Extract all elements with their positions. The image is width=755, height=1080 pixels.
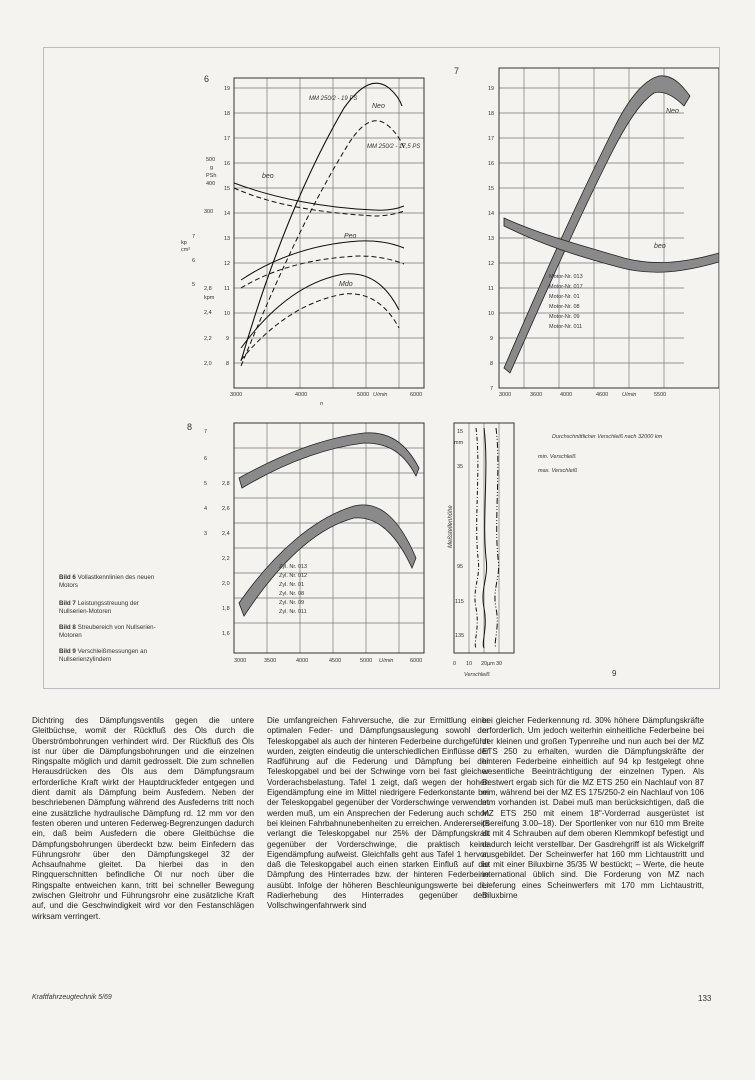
- svg-text:2,4: 2,4: [204, 310, 212, 316]
- svg-text:Zyl. Nr. 012: Zyl. Nr. 012: [279, 573, 308, 579]
- svg-text:18: 18: [224, 111, 231, 117]
- fig7-label-ne: Neo: [666, 108, 679, 115]
- fig6-label-mm1: MM 250/2 - 19 PS: [309, 96, 358, 102]
- svg-text:3600: 3600: [530, 392, 543, 398]
- fig9-chart: [448, 423, 663, 678]
- svg-text:5: 5: [204, 481, 208, 487]
- svg-text:5500: 5500: [654, 392, 667, 398]
- svg-text:cm²: cm²: [181, 247, 191, 253]
- fig9-max-line: [495, 428, 499, 648]
- svg-text:8: 8: [226, 361, 230, 367]
- svg-text:2,8: 2,8: [222, 481, 230, 487]
- svg-text:115: 115: [455, 599, 464, 605]
- fig6-label-md: Mdo: [339, 281, 353, 288]
- svg-text:5: 5: [192, 282, 196, 288]
- svg-text:4: 4: [204, 506, 208, 512]
- svg-text:11: 11: [224, 286, 230, 292]
- svg-text:3000: 3000: [230, 392, 243, 398]
- fig8-legend: [279, 564, 307, 615]
- svg-text:10: 10: [224, 311, 231, 317]
- svg-text:5000: 5000: [357, 392, 370, 398]
- fig9-grid: [469, 423, 499, 653]
- caption-bild7: Bild 7 Leistungsstreuung der Nullserien-Motoren: [59, 600, 139, 615]
- fig9-avg-line: [483, 428, 487, 648]
- fig6-label-be: beo: [262, 173, 274, 180]
- svg-text:6: 6: [204, 456, 208, 462]
- svg-text:10: 10: [488, 311, 495, 317]
- svg-text:g: g: [210, 165, 214, 171]
- fig6-md-dashed: [241, 294, 399, 360]
- svg-text:Zyl. Nr. 08: Zyl. Nr. 08: [279, 591, 305, 597]
- svg-text:19: 19: [224, 86, 231, 92]
- svg-text:1,6: 1,6: [222, 631, 230, 637]
- caption-bild8: Bild 8 Streubereich von Nullserien-Motoren: [59, 624, 156, 639]
- svg-text:4500: 4500: [329, 658, 342, 664]
- svg-text:13: 13: [488, 236, 495, 242]
- svg-text:U/min: U/min: [379, 658, 394, 664]
- fig8-number: 8: [187, 422, 193, 432]
- svg-text:300: 300: [204, 209, 214, 215]
- svg-text:Zyl. Nr. 013: Zyl. Nr. 013: [279, 564, 308, 570]
- svg-text:18: 18: [488, 111, 495, 117]
- fig6-be-dashed: [234, 188, 404, 216]
- svg-text:Motor-Nr. 017: Motor-Nr. 017: [549, 284, 583, 290]
- fig6-grid: [234, 78, 424, 388]
- svg-text:20: 20: [481, 661, 488, 667]
- svg-text:8: 8: [490, 361, 494, 367]
- fig9-number: 9: [612, 669, 617, 678]
- svg-text:1,8: 1,8: [222, 606, 230, 612]
- svg-text:500: 500: [206, 157, 216, 163]
- fig8-pe-band: [239, 433, 419, 488]
- svg-text:2,0: 2,0: [204, 361, 212, 367]
- svg-text:30: 30: [496, 661, 503, 667]
- journal-footer: Kraftfahrzeugtechnik 5/69: [32, 994, 112, 1001]
- fig6-x-ticks: [230, 392, 422, 407]
- svg-text:9: 9: [490, 336, 494, 342]
- fig7-legend: [549, 274, 583, 330]
- svg-text:3000: 3000: [499, 392, 512, 398]
- fig6-chart: [181, 74, 424, 407]
- svg-text:15: 15: [224, 186, 231, 192]
- svg-text:2,4: 2,4: [222, 531, 230, 537]
- caption-bild9: Bild 9 Verschleißmessungen an Nullserienzylindern: [59, 648, 148, 663]
- svg-text:n: n: [320, 401, 324, 407]
- fig6-label-mm2: MM 250/2 - 17,5 PS: [367, 144, 421, 150]
- svg-text:13: 13: [224, 236, 231, 242]
- svg-text:10: 10: [466, 661, 473, 667]
- svg-text:U/min: U/min: [622, 392, 637, 398]
- svg-text:min. Verschleiß: min. Verschleiß: [538, 454, 576, 460]
- svg-text:19: 19: [488, 86, 495, 92]
- svg-text:7: 7: [490, 386, 494, 392]
- svg-text:14: 14: [488, 211, 495, 217]
- svg-text:Verschleiß: Verschleiß: [464, 672, 490, 678]
- svg-text:17: 17: [488, 136, 495, 142]
- svg-text:11: 11: [488, 286, 494, 292]
- figure-graphics: [44, 48, 719, 688]
- svg-text:2,6: 2,6: [222, 506, 230, 512]
- fig6-be-solid: [234, 183, 404, 210]
- fig6-label-pe: Peo: [344, 233, 357, 240]
- svg-text:Durchschnittlicher Verschleiß: Durchschnittlicher Verschleiß nach 32000 km: [552, 434, 663, 440]
- svg-text:16: 16: [224, 161, 231, 167]
- svg-text:3000: 3000: [234, 658, 247, 664]
- fig7-label-be: beo: [654, 243, 666, 250]
- caption-bild6: Bild 6 Vollastkennlinien des neuen Motors: [59, 574, 155, 589]
- svg-text:15: 15: [488, 186, 495, 192]
- svg-text:12: 12: [224, 261, 231, 267]
- svg-text:mm: mm: [454, 440, 464, 446]
- svg-text:16: 16: [488, 161, 495, 167]
- svg-text:6000: 6000: [410, 658, 423, 664]
- svg-text:2,0: 2,0: [222, 581, 230, 587]
- fig8-chart: [187, 422, 424, 664]
- fig6-ne-175ps: [241, 121, 404, 366]
- text-column-3: bei gleicher Federkennung rd. 30% höhere Dämpfungskräfte erforderlich. Um jedoch weiterhin einheitliche Federbeine bei der kleinen und großen Typenreihe und nun auch bei der MZ ETS 250 zu erhalten, wurden die Dämpfungskräfte der hinteren Federbeine einheitlich auf 94 kp festgelegt ohne wesentliche Beeinträchtigung der einzelnen Typen. Als Bestwert ergab sich für die MZ ETS 250 ein Nachlauf von 87 mm, während bei der MZ ES 175/250-2 ein Nachlauf von 106 mm vorhanden ist. Dabei muß man berücksichtigen, daß die MZ ETS 250 mit einem 18"-Vorderrad ausgerüstet ist (Bereifung 3.00–18). Der Sportlenker von nur 610 mm Breite ist mit 4 Schrauben auf dem oberen Klemmkopf befestigt und dadurch leicht verstellbar. Der Gasdrehgriff ist als Wickelgriff ausgebildet. Der Scheinwerfer hat 160 mm Lichtaustritt und ist mit einer Biluxbirne 35/35 W bestückt; – Werte, die heute international üblich sind. Die Forderung von MZ nach Lieferung eines Scheinwerfers mit 170 mm Lichtaustritt, Biluxbirne: [482, 716, 704, 901]
- svg-text:7: 7: [204, 429, 208, 435]
- fig9-x-ticks: [453, 661, 502, 678]
- fig9-y-ticks: [454, 429, 464, 639]
- svg-text:6: 6: [192, 258, 196, 264]
- fig9-legend: [538, 434, 663, 474]
- svg-text:kp: kp: [181, 240, 187, 246]
- svg-text:Motor-Nr. 011: Motor-Nr. 011: [549, 324, 583, 330]
- svg-text:14: 14: [224, 211, 231, 217]
- svg-text:3500: 3500: [264, 658, 277, 664]
- svg-text:4600: 4600: [596, 392, 609, 398]
- fig6-number: 6: [204, 74, 210, 84]
- svg-text:15: 15: [457, 429, 464, 435]
- svg-text:400: 400: [206, 181, 216, 187]
- svg-text:0: 0: [453, 661, 457, 667]
- fig6-ne-ticks: [224, 86, 230, 367]
- svg-text:6000: 6000: [410, 392, 423, 398]
- svg-text:Motor-Nr. 08: Motor-Nr. 08: [549, 304, 580, 310]
- svg-text:kpm: kpm: [204, 295, 215, 301]
- svg-text:95: 95: [457, 564, 464, 570]
- svg-text:PSh: PSh: [206, 173, 217, 179]
- fig6-left-labels: [181, 157, 216, 367]
- fig8-md-ticks: [222, 481, 230, 637]
- fig9-min-line: [475, 428, 479, 648]
- svg-text:Zyl. Nr. 01: Zyl. Nr. 01: [279, 582, 305, 588]
- svg-text:2,8: 2,8: [204, 286, 212, 292]
- svg-text:4000: 4000: [560, 392, 573, 398]
- svg-text:3: 3: [204, 531, 208, 537]
- svg-text:4000: 4000: [296, 658, 309, 664]
- fig6-pe-solid: [241, 241, 404, 280]
- svg-text:12: 12: [488, 261, 495, 267]
- svg-text:2,2: 2,2: [204, 336, 212, 342]
- fig7-ne-band: [504, 76, 690, 373]
- figure-panel: [43, 47, 720, 689]
- svg-text:7: 7: [192, 234, 196, 240]
- text-column-1: Dichtring des Dämpfungsventils gegen die untere Gleitbüchse, womit der Rückfluß des Öls durch die Überströmbohrungen verhindert wird. Der Rückfluß des Öls ist nur über die Dämpfungsbohrungen und die einzelnen Ringspalte möglich und damit gedrosselt. Die zum schnellen Herausdrücken des Öls aus dem Dämpfungsraum erforderliche Kraft wirkt der Hauptdruckfeder entgegen und dient damit als Dämpfung beim Ausfedern. Neben der beschriebenen Dämpfung während des Ausfederns tritt noch eine zusätzliche hydraulische Dämpfung rd. 12 mm vor den festen oberen und unteren Federweg-Begrenzungen dadurch ein, daß beim Ausfedern die obere Gleitbüchse die Dämpfungsbohrungen überdeckt bzw. beim Einfedern das Führungsrohr über den Dämpfungskegel 32 der Achsaufnahme gleitet. Da hierbei das in den Ringquerschnitten befindliche Öl nur noch über die Ringspalte entweichen kann, tritt bei schneller Bewegung zwischen Gleitrohr und Führungsrohr eine zusätzliche Kraft auf, und die Geschwindigkeit wird vor den Festanschlägen wirksam verringert.: [32, 716, 254, 921]
- svg-text:Motor-Nr. 013: Motor-Nr. 013: [549, 274, 583, 280]
- svg-text:µm: µm: [487, 661, 495, 667]
- svg-text:Motor-Nr. 01: Motor-Nr. 01: [549, 294, 580, 300]
- fig7-chart: [454, 66, 719, 398]
- fig8-x-ticks: [234, 658, 422, 664]
- svg-text:9: 9: [226, 336, 230, 342]
- fig8-md-band: [239, 505, 416, 616]
- page-number: 133: [698, 994, 712, 1003]
- fig7-ne-ticks: [488, 86, 494, 392]
- fig9-y-label: Meßstellenhöhe: [448, 505, 454, 548]
- svg-text:135: 135: [455, 633, 465, 639]
- fig7-x-ticks: [499, 392, 666, 398]
- svg-text:Zyl. Nr. 09: Zyl. Nr. 09: [279, 600, 305, 606]
- svg-text:17: 17: [224, 136, 231, 142]
- svg-text:max. Verschleiß: max. Verschleiß: [538, 468, 578, 474]
- text-column-2: Die umfangreichen Fahrversuche, die zur Ermittlung einer optimalen Feder- und Dämpfungsauslegung sowohl der Teleskopgabel als auch der hinteren Federbeine durchgeführt wurden, zeigten eindeutig die unterschiedlichen Einflüsse der Radführung auf die Federung und Dämpfung bei der Teleskopgabel und bei der Schwinge vorn bei fast gleicher Vorderachsbelastung. Tafel 1 zeigt, daß wegen der hohen Eigendämpfung eine im Mittel niedrigere Federkonstante bei der Teleskopgabel gegenüber der Vorderschwinge verwendet werden muß, um ein Ansprechen der Federung auch schon bei kleinen Fahrbahnunebenheiten zu erreichen. Andererseits verlangt die Teleskopgabel nur 25% der Dämpfungskraft gegenüber der Vorderschwinge, die praktisch keine Eigendämpfung aufweist. Gleichfalls geht aus Tafel 1 hervor, daß die Teleskopgabel auch einen starken Einfluß auf die Dämpfung des Hinterrades bzw. der hinteren Federbeine ausübt. Infolge der höheren Beschleunigungswerte bei der Radierhebung des Hinterrades gegenüber dem Vollschwingenfahrwerk sind: [267, 716, 489, 911]
- svg-text:2,2: 2,2: [222, 556, 230, 562]
- fig7-number: 7: [454, 66, 460, 76]
- svg-text:35: 35: [457, 464, 464, 470]
- fig7-be-band: [504, 218, 719, 272]
- fig6-label-ne: Neo: [372, 103, 385, 110]
- svg-text:Zyl. Nr. 011: Zyl. Nr. 011: [279, 609, 307, 615]
- svg-text:4000: 4000: [295, 392, 308, 398]
- svg-text:U/min: U/min: [373, 392, 388, 398]
- svg-text:5000: 5000: [360, 658, 373, 664]
- svg-text:Motor-Nr. 09: Motor-Nr. 09: [549, 314, 580, 320]
- fig8-pe-ticks: [204, 429, 207, 537]
